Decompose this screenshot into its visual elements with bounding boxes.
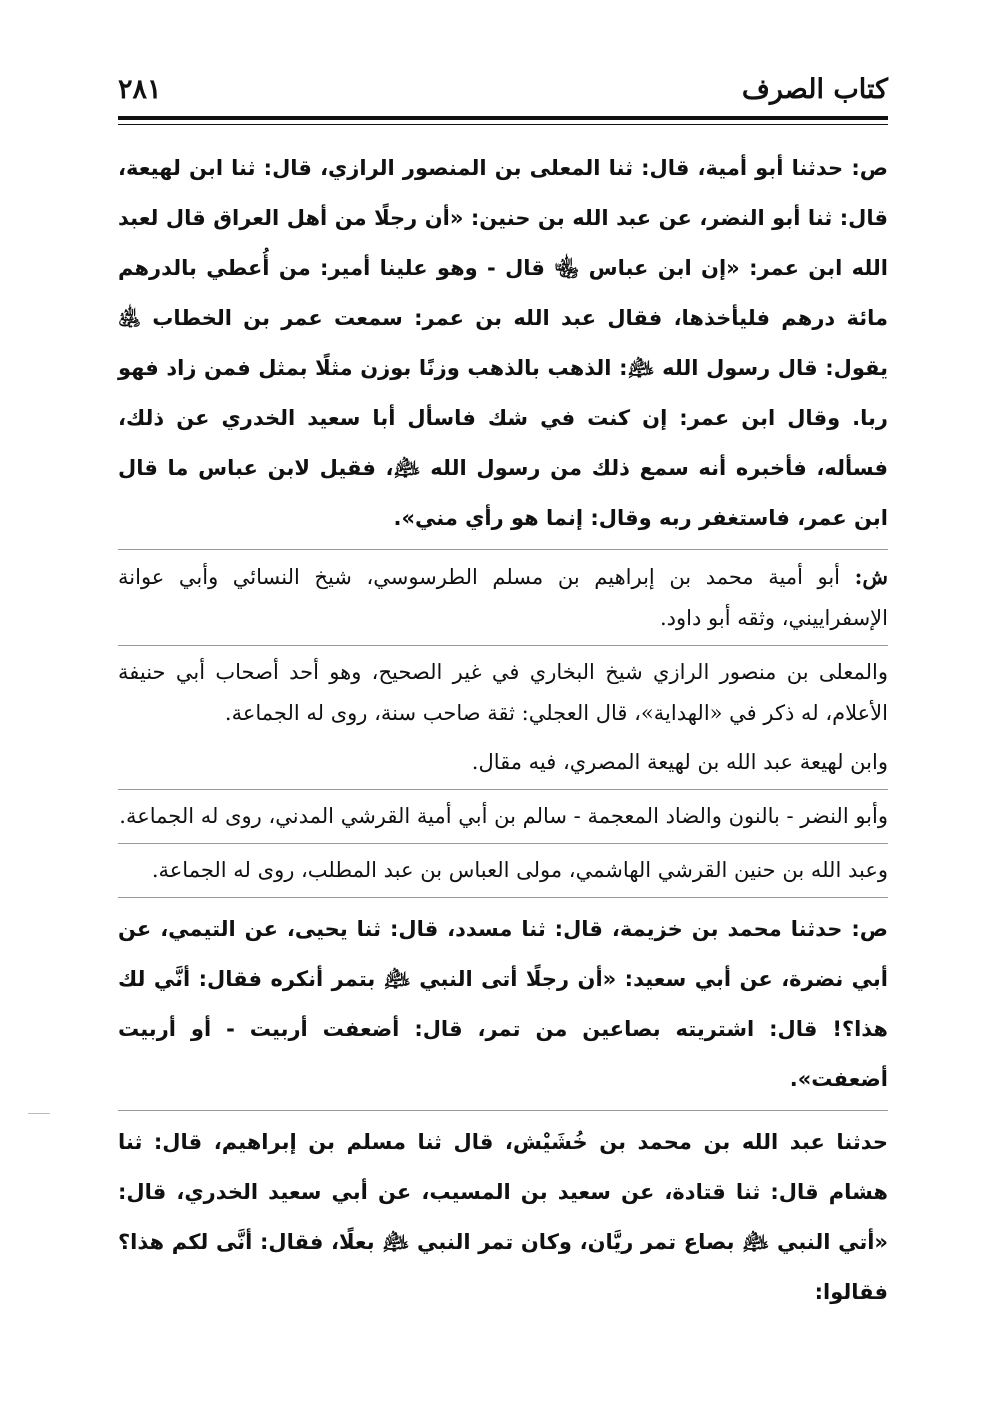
- section-marker: ص:: [851, 917, 888, 941]
- chapter-title: كتاب الصرف: [741, 74, 888, 105]
- commentary-paragraph: [118, 796, 888, 837]
- running-header: [118, 70, 888, 116]
- section-marker: ص:: [851, 156, 888, 180]
- divider: [118, 1110, 888, 1111]
- spacer: [118, 734, 888, 742]
- paragraph-text: حدثنا عبد الله بن محمد بن خُشَيْش، قال ثنا مسلم بن إبراهيم، قال: ثنا هشام قال: ثنا قتادة، عن سعيد بن المسيب، عن أبي سعيد الخدري، قال: «أتي النبي ﵇ بصاع تمر ريَّان، وكان تمر النبي ﵇ بعلًا، فقال: أنَّى لكم هذا؟ فقالوا:: [118, 1130, 888, 1304]
- header-rule-thin: [118, 124, 888, 125]
- paragraph-text: وابن لهيعة عبد الله بن لهيعة المصري، فيه مقال.: [471, 750, 888, 774]
- page-number: ٢٨١: [118, 74, 162, 105]
- hadith-text-3: [118, 1117, 888, 1317]
- divider: [118, 843, 888, 844]
- paragraph-text: حدثنا أبو أمية، قال: ثنا المعلى بن المنصور الرازي، قال: ثنا ابن لهيعة، قال: ثنا أبو النضر، عن عبد الله بن حنين: «أن رجلًا من أهل العراق قال لعبد الله ابن عمر: «إن ابن عباس ﵄ قال - وهو علينا أمير: من أُعطي بالدرهم مائة درهم فليأخذها، فقال عبد الله بن عمر: سمعت عمر بن الخطاب ﵁ يقول: قال رسول الله ﵇: الذهب بالذهب وزنًا بوزن مثلًا بمثل فمن زاد فهو ربا. وقال ابن عمر: إن كنت في شك فاسأل أبا سعيد الخدري عن ذلك، فسأله، فأخبره أنه سمع ذلك من رسول الله ﵇، فقيل لابن عباس ما قال ابن عمر، فاستغفر ربه وقال: إنما هو رأي مني».: [118, 156, 888, 530]
- hadith-text-2: [118, 904, 888, 1104]
- scan-edge-mark: [28, 1113, 50, 1114]
- paragraph-text: أبو أمية محمد بن إبراهيم بن مسلم الطرسوسي، شيخ النسائي وأبي عوانة الإسفراييني، وثقه أبو داود.: [118, 565, 888, 630]
- commentary-paragraph: [118, 556, 888, 639]
- section-marker: ش:: [854, 564, 888, 589]
- paragraph-text: وعبد الله بن حنين القرشي الهاشمي، مولى العباس بن عبد المطلب، روى له الجماعة.: [151, 858, 888, 882]
- commentary-paragraph: [118, 850, 888, 891]
- paragraph-text: والمعلى بن منصور الرازي شيخ البخاري في غير الصحيح، وهو أحد أصحاب أبي حنيفة الأعلام، له ذكر في «الهداية»، قال العجلي: ثقة صاحب سنة، روى له الجماعة.: [118, 660, 888, 725]
- paragraph-text: وأبو النضر - بالنون والضاد المعجمة - سالم بن أبي أمية القرشي المدني، روى له الجماعة.: [119, 804, 888, 828]
- divider: [118, 549, 888, 550]
- hadith-text-1: [118, 143, 888, 543]
- commentary-paragraph: [118, 652, 888, 734]
- divider: [118, 645, 888, 646]
- page-body: [118, 143, 888, 1317]
- commentary-paragraph: [118, 742, 888, 783]
- divider: [118, 789, 888, 790]
- page: [118, 70, 888, 1317]
- paragraph-text: حدثنا محمد بن خزيمة، قال: ثنا مسدد، قال: ثنا يحيى، عن التيمي، عن أبي نضرة، عن أبي سعيد: «أن رجلًا أتى النبي ﵇ بتمر أنكره فقال: أنَّي لك هذا؟! قال: اشتريته بصاعين من تمر، قال: أضعفت أربيت - أو أربيت أضعفت».: [118, 917, 888, 1091]
- divider: [118, 897, 888, 898]
- header-rule-thick: [118, 116, 888, 120]
